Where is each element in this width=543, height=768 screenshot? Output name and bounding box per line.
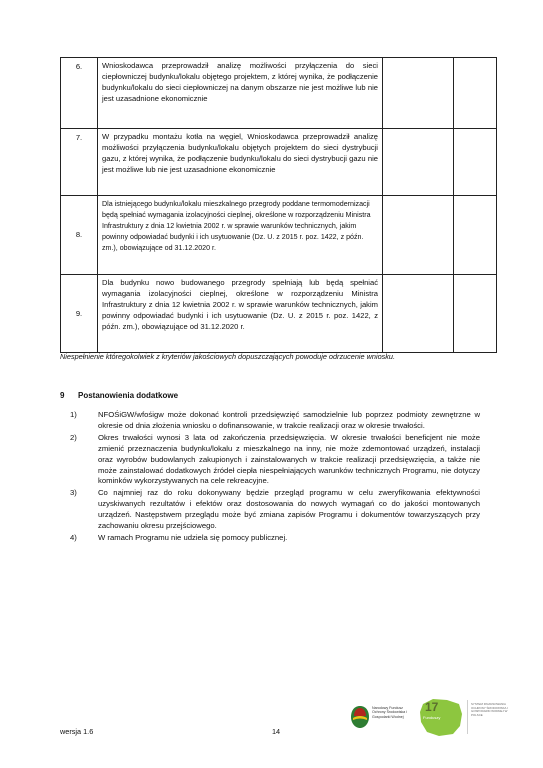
- jubilee-word: Funduszy: [423, 715, 441, 720]
- assessment-cell: [454, 129, 497, 196]
- criterion-text: Dla istniejącego budynku/lokalu mieszkalnego przegrody poddane termomodernizacji będą spełniać wymagania izolacyjności cieplnej, określone w rozporządzeniu Ministra Infrastruktury z dnia 12 kwietnia 2002 r. w sprawie warunków technicznych, jakim powinny odpowiadać budynki i ich usytuowanie (Dz. U. z 2015 r. poz. 1422, z późn. zm.), obowiązujące od 31.12.2020 r.: [98, 196, 383, 275]
- nfosigw-emblem-icon: [350, 705, 370, 729]
- assessment-cell: [454, 196, 497, 275]
- provisions-list: [60, 410, 480, 545]
- page-number: 14: [272, 727, 281, 736]
- jubilee-logo: [417, 696, 465, 738]
- list-marker: 2): [70, 432, 77, 442]
- row-number: 7.: [61, 129, 98, 196]
- list-item-text: NFOŚiGW/wfośigw może dokonać kontroli przedsięwzięć samodzielnie lub poprzez podmioty zewnętrzne w okresie od dnia złożenia wniosku o dofinansowanie, w trakcie realizacji oraz w okresie trwałości.: [98, 410, 480, 430]
- criterion-text: Dla budynku nowo budowanego przegrody spełniają lub będą spełniać wymagania izolacyjności cieplnej, określone w rozporządzeniu Ministra Infrastruktury z dnia 12 kwietnia 2002 r. w sprawie warunków technicznych, jakim powinny odpowiadać budynki i ich usytuowanie (Dz. U. z 2015 r. poz. 1422, z późn. zm.), obowiązujące od 31.12.2020 r.: [98, 275, 383, 353]
- section-title: Postanowienia dodatkowe: [78, 391, 179, 400]
- criteria-table: [60, 57, 497, 353]
- assessment-cell: [383, 58, 454, 129]
- table-row: [61, 196, 497, 275]
- list-item: [60, 533, 480, 544]
- assessment-cell: [383, 129, 454, 196]
- list-marker: 3): [70, 488, 77, 498]
- row-number: 8.: [61, 196, 98, 275]
- list-item-text: W ramach Programu nie udziela się pomocy publicznej.: [98, 532, 288, 542]
- assessment-cell: [383, 196, 454, 275]
- criterion-text: W przypadku montażu kotła na węgiel, Wnioskodawca przeprowadził analizę możliwości przyłączenia budynku/lokalu objętych projektem do sieci dystrybucji gazu, z której wynika, że podłączenie budynku/lokalu do sieci dystrybucji gazu nie jest możliwe lub nie jest uzasadnione ekonomicznie: [98, 129, 383, 196]
- nfosigw-name: Narodowy Fundusz Ochrony Środowiska i Gospodarki Wodnej: [372, 706, 407, 719]
- list-item: [60, 488, 480, 532]
- assessment-cell: [454, 58, 497, 129]
- table-footnote: Niespełnienie któregokolwiek z kryteriów jakościowych dopuszczających powoduje odrzucenie wniosku.: [60, 352, 396, 361]
- list-item: [60, 410, 480, 432]
- logo-divider: [467, 700, 468, 734]
- list-item-text: Co najmniej raz do roku dokonywany będzie przegląd programu w celu zweryfikowania efektywności uzyskiwanych rezultatów i efektów oraz dostosowania do nowych wymagań co do jakości montowanych urządzeń. Następstwem przeglądu może być zmiana zapisów Programu i dokumentów towarzyszących przy zachowaniu okresu przejściowego.: [98, 488, 480, 531]
- table-row: [61, 58, 497, 129]
- assessment-cell: [383, 275, 454, 353]
- list-item-text: Okres trwałości wynosi 3 lata od zakończenia przedsięwzięcia. W okresie trwałości beneficjent nie może zmienić przeznaczenia budynku/lokalu z mieszkalnego na inny, nie może zdemontować urządzeń, instalacji oraz wyrobów budowlanych zakupionych i zainstalowanych w trakcie realizacji przedsięwzięcia, a także nie może zainstalować dodatkowych źródeł ciepła niespełniających warunków technicznych Programu, nie dotyczy kominków wykorzystywanych na cele rekreacyjne.: [98, 432, 480, 486]
- financing-system-logo-text: SYSTEM FINANSOWANIA OCHRONY ŚRODOWISKA I GOSPODARKI WODNEJ W POLSCE: [471, 702, 508, 717]
- document-version: wersja 1.6: [60, 727, 94, 736]
- list-marker: 4): [70, 532, 77, 542]
- jubilee-number: 17: [425, 700, 439, 714]
- list-item: [60, 433, 480, 488]
- section-number: 9: [60, 391, 65, 400]
- nfosigw-logo: [350, 703, 410, 733]
- criterion-text: Wnioskodawca przeprowadził analizę możliwości przyłączenia do sieci ciepłowniczej budynku/lokalu objętego projektem, z której wynika, że podłączenie budynku/lokalu do sieci ciepłowniczej na danym obszarze nie jest możliwe lub nie jest uzasadnione ekonomicznie: [98, 58, 383, 129]
- row-number: 6.: [61, 58, 98, 129]
- table-row: [61, 129, 497, 196]
- assessment-cell: [454, 275, 497, 353]
- table-row: [61, 275, 497, 353]
- section-heading: [60, 391, 178, 400]
- row-number: 9.: [61, 275, 98, 353]
- list-marker: 1): [70, 410, 77, 419]
